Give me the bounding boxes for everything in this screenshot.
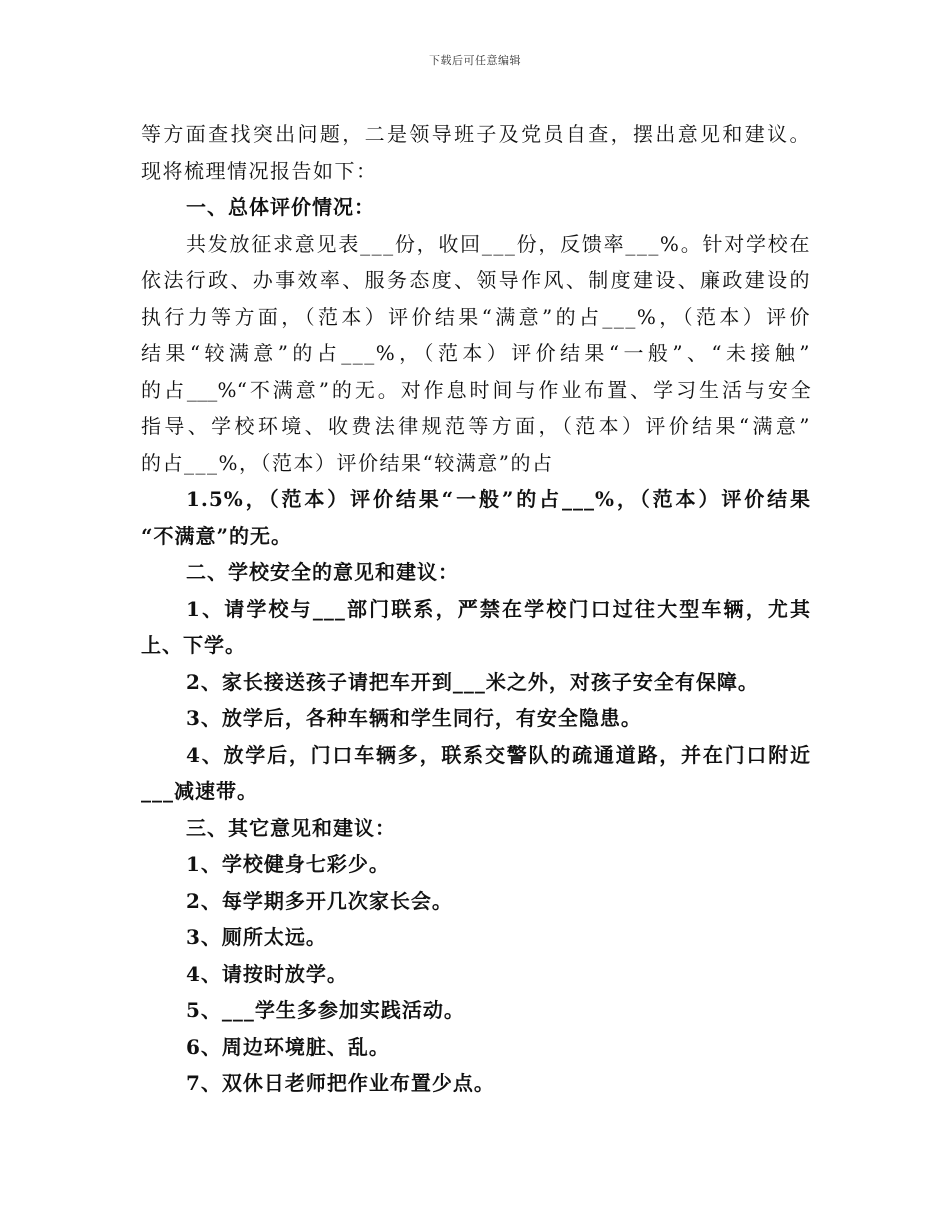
- document-body: [141, 116, 811, 1102]
- text-line: 1.5%，（范本）评价结果“一般”的占___%，（范本）评价结果: [186, 487, 811, 511]
- text-line: 结果“较满意”的占___%，（范本）评价结果“一般”、“未接触”: [141, 341, 811, 365]
- text-line: 现将梳理情况报告如下：: [141, 158, 378, 183]
- text-line: 等方面查找突出问题，二是领导班子及党员自查，摆出意见和建议。: [141, 122, 811, 146]
- text-line: 3、厕所太远。: [186, 925, 327, 949]
- text-line: 4、请按时放学。: [186, 961, 348, 986]
- text-line: 三、其它意见和建议：: [186, 815, 396, 840]
- text-line: 上、下学。: [141, 633, 246, 657]
- page-header: 下载后可任意编辑: [429, 54, 521, 67]
- text-line: 执行力等方面，（范本）评价结果“满意”的占___%，（范本）评价: [141, 304, 811, 329]
- text-line: 的占___%“不满意”的无。对作息时间与作业布置、学习生活与安全: [141, 377, 811, 402]
- text-line: 共发放征求意见表___份，收回___份，反馈率___%。针对学校在: [186, 231, 811, 256]
- text-line: 2、每学期多开几次家长会。: [186, 888, 453, 913]
- text-line: “不满意”的无。: [141, 523, 293, 548]
- text-line: 二、学校安全的意见和建议：: [186, 560, 459, 584]
- text-line: 2、家长接送孩子请把车开到___米之外，对孩子安全有保障。: [186, 669, 759, 694]
- text-line: 1、学校健身七彩少。: [186, 852, 390, 876]
- text-line: 1、请学校与___部门联系，严禁在学校门口过往大型车辆，尤其: [186, 596, 811, 621]
- text-line: 指导、学校环境、收费法律规范等方面，（范本）评价结果“满意”: [141, 414, 811, 438]
- text-line: 6、周边环境脏、乱。: [186, 1034, 390, 1059]
- text-line: 一、总体评价情况：: [186, 195, 375, 219]
- text-line: 3、放学后，各种车辆和学生同行，有安全隐患。: [186, 706, 642, 730]
- text-line: ___减速带。: [141, 779, 258, 803]
- text-line: 依法行政、办事效率、服务态度、领导作风、制度建设、廉政建设的: [141, 268, 811, 292]
- text-line: 5、___学生多参加实践活动。: [186, 998, 465, 1022]
- text-line: 的占___%，（范本）评价结果“较满意”的占: [141, 450, 554, 475]
- text-line: 7、双休日老师把作业布置少点。: [186, 1071, 495, 1095]
- text-line: 4、放学后，门口车辆多，联系交警队的疏通道路，并在门口附近: [186, 742, 811, 767]
